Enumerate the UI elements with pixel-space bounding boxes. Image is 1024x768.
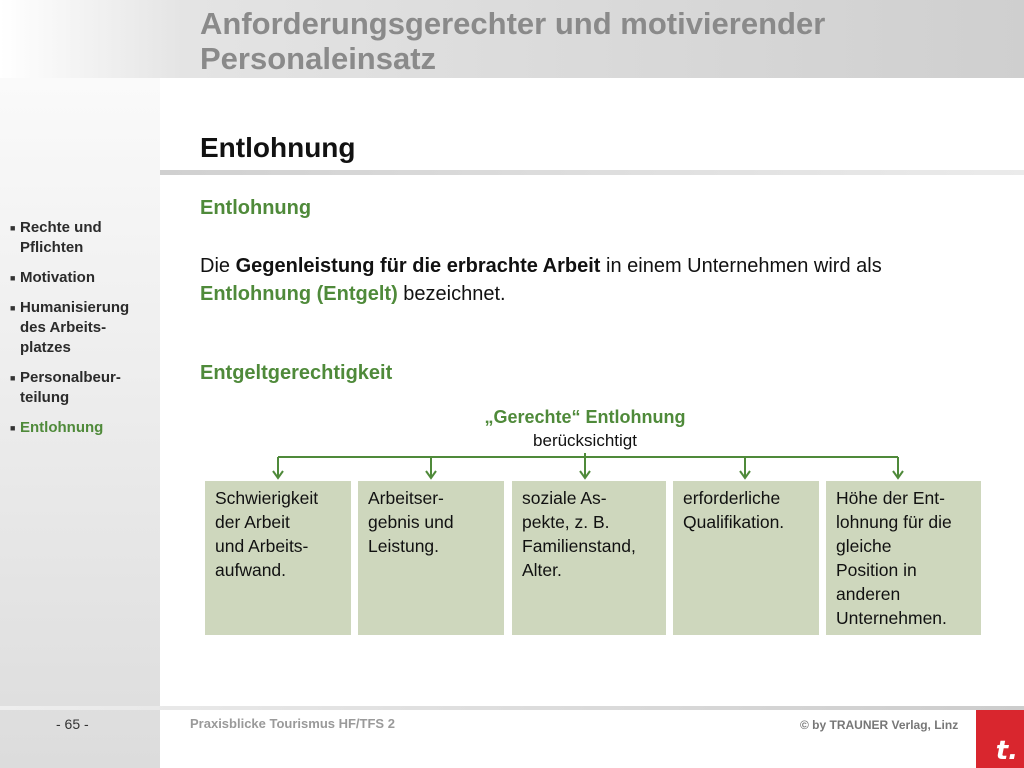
connector-arrow [273,457,283,478]
section-title: Entlohnung [200,132,356,163]
sidebar-item-label: Motivation [20,269,95,286]
criterion-box-soziale-aspekte: soziale As- pekte, z. B. Familienstand, Alter. [512,481,666,635]
diagram-root-subtitle: berücksichtigt [533,431,637,450]
trauner-logo [976,710,1024,768]
heading-entgeltgerechtigkeit: Entgeltgerechtigkeit [200,362,393,384]
green-term: Entlohnung (Entgelt) [200,283,398,305]
main-title-line1: Anforderungsgerechter und motivierender [200,6,826,41]
connector-arrow [740,457,750,478]
footer-divider [0,706,1024,710]
footer-publication: Praxisblicke Tourismus HF/TFS 2 [190,716,395,731]
bold-phrase: Gegenleistung für die erbrachte Arbeit [235,255,601,277]
main-title-line2: Personaleinsatz [200,41,437,76]
footer-copyright: © by TRAUNER Verlag, Linz [800,718,959,732]
logo-text: t. [995,736,1018,766]
definition-paragraph: Die Gegenleistung für die erbrachte Arbeit in einem Unternehmen wird als Entlohnung (Entgelt) bezeichnet. [200,255,882,305]
sidebar-item-label: Entlohnung [20,419,104,436]
square-bullet-icon: ■ [10,273,16,283]
square-bullet-icon: ■ [10,423,16,433]
criterion-box-leistung: Arbeitser- gebnis und Leistung. [358,481,504,635]
connector-arrow [893,457,903,478]
square-bullet-icon: ■ [10,223,16,233]
square-bullet-icon: ■ [10,303,16,313]
heading-entlohnung: Entlohnung [200,197,312,219]
criterion-box-schwierigkeit: Schwierigkeit der Arbeit und Arbeits- aufwand. [205,481,351,635]
sidebar-item-label: Humanisierung des Arbeits- platzes [20,299,130,356]
connector-arrow [426,457,436,478]
diagram-root-title: „Gerechte“ Entlohnung [484,407,686,427]
square-bullet-icon: ■ [10,373,16,383]
connector-arrow [580,457,590,478]
page-number: - 65 - [56,716,89,732]
sidebar-item-label: Personalbeur- teilung [20,369,121,406]
sidebar-item-label: Rechte und Pflichten [20,219,102,256]
criterion-box-qualifikation: erforderliche Qualifikation. [673,481,819,635]
criterion-box-marktvergleich: Höhe der Ent- lohnung für die gleiche Position in anderen Unternehmen. [826,481,981,635]
